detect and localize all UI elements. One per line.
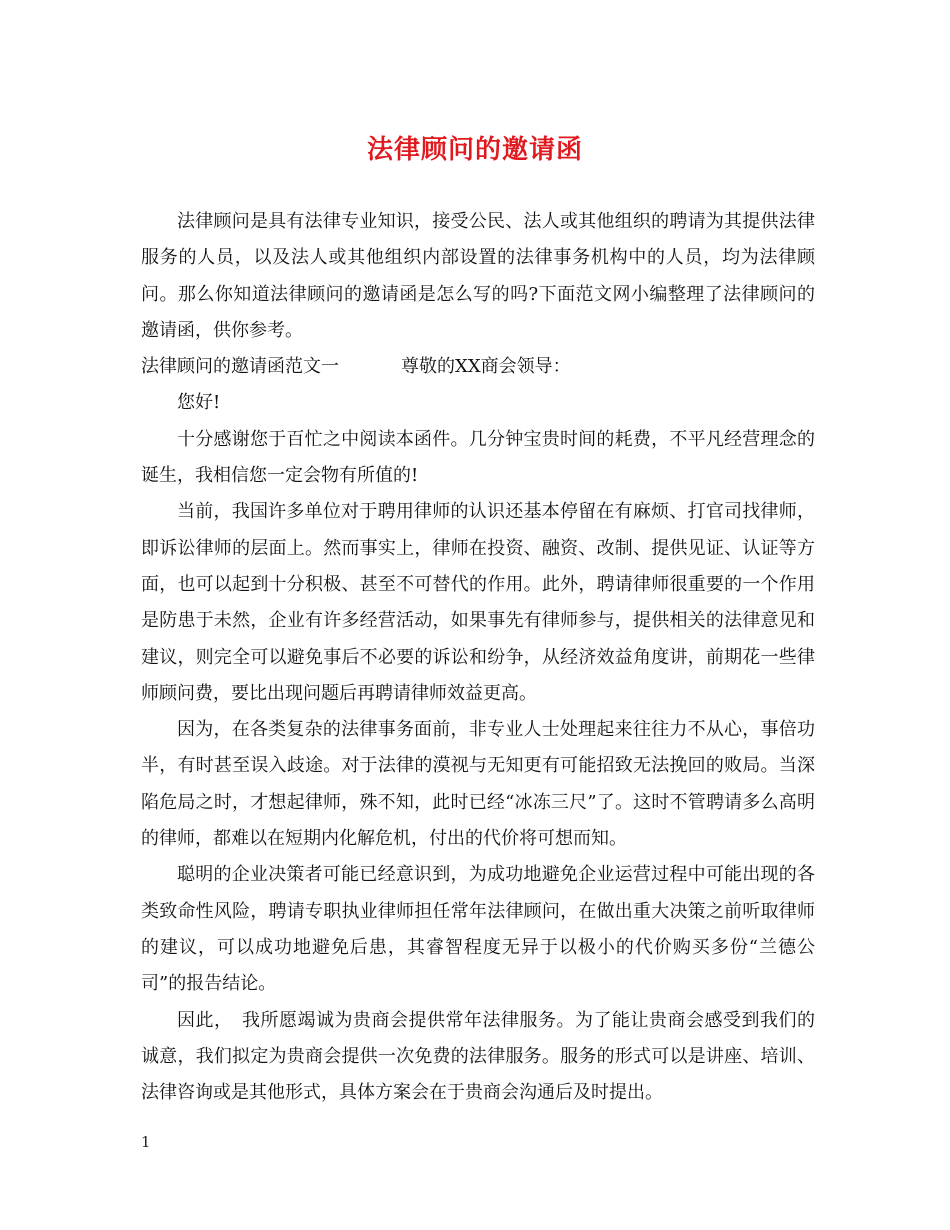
- salutation: 尊敬的XX商会领导：: [401, 356, 571, 378]
- page-number: 1: [141, 1133, 151, 1151]
- body-paragraph: 当前，我国许多单位对于聘用律师的认识还基本停留在有麻烦、打官司找律师，即诉讼律师的层面上。然而事实上，律师在投资、融资、改制、提供见证、认证等方面，也可以起到十分积极、甚至不可替代的作用。此外，聘请律师很重要的一个作用是防患于未然，企业有许多经营活动，如果事先有律师参与，提供相关的法律意见和建议，则完全可以避免事后不必要的诉讼和纷争，从经济效益角度讲，前期花一些律师顾问费，要比出现问题后再聘请律师效益更高。: [141, 501, 815, 704]
- body-paragraph: 十分感谢您于百忙之中阅读本函件。几分钟宝贵时间的耗费，不平凡经营理念的诞生，我相信您一定会物有所值的!: [141, 428, 815, 487]
- greeting: 您好!: [177, 392, 221, 414]
- document-title: 法律顾问的邀请函: [366, 135, 583, 165]
- section-heading-line: [141, 349, 815, 385]
- section-label: 法律顾问的邀请函范文一: [141, 356, 339, 378]
- body-paragraph: 因为，在各类复杂的法律事务面前，非专业人士处理起来往往力不从心，事倍功半，有时甚至误入歧途。对于法律的漠视与无知更有可能招致无法挽回的败局。当深陷危局之时，才想起律师，殊不知，此时已经“冰冻三尺”了。这时不管聘请多么高明的律师，都难以在短期内化解危机，付出的代价将可想而知。: [141, 719, 815, 850]
- intro-paragraph: 法律顾问是具有法律专业知识，接受公民、法人或其他组织的聘请为其提供法律服务的人员，以及法人或其他组织内部设置的法律事务机构中的人员，均为法律顾问。那么你知道法律顾问的邀请函是怎么写的吗?下面范文网小编整理了法律顾问的邀请函，供你参考。: [141, 211, 815, 341]
- body-paragraph: 因此， 我所愿竭诚为贵商会提供常年法律服务。为了能让贵商会感受到我们的诚意，我们拟定为贵商会提供一次免费的法律服务。服务的形式可以是讲座、培训、法律咨询或是其他形式，具体方案会在于贵商会沟通后及时提出。: [141, 1009, 815, 1104]
- document-body: [141, 204, 815, 1111]
- body-paragraph: 聪明的企业决策者可能已经意识到，为成功地避免企业运营过程中可能出现的各类致命性风险，聘请专职执业律师担任常年法律顾问，在做出重大决策之前听取律师的建议，可以成功地避免后患，其睿智程度无异于以极小的代价购买多份“兰德公司”的报告结论。: [141, 864, 815, 995]
